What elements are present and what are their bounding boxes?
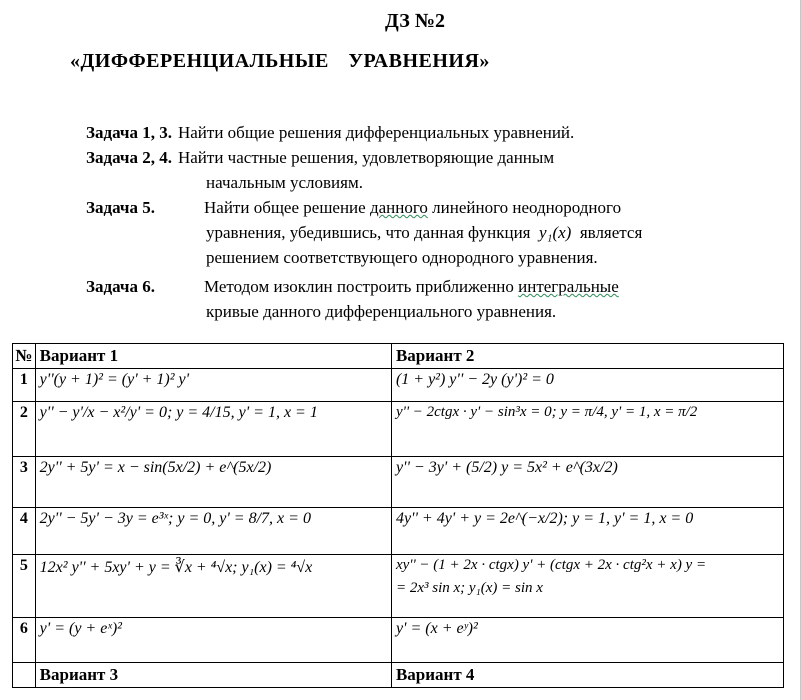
- task-text-part: является: [579, 223, 643, 242]
- task-text-continuation: решением соответствующего однородного уравнения.: [206, 248, 598, 267]
- function-symbol: y₁(x): [539, 223, 572, 242]
- task-list: [86, 120, 776, 324]
- row-num: 6: [13, 618, 36, 663]
- task-label: Задача 1, 3.: [86, 123, 172, 142]
- header-num: №: [13, 344, 36, 369]
- footer-num: [13, 663, 36, 688]
- task-text-continuation: начальным условиям.: [206, 173, 363, 192]
- task-text-part: Методом изоклин построить приближенно: [204, 277, 514, 296]
- equation-variant-1: y''(y + 1)² = (y' + 1)² y': [35, 369, 391, 402]
- equation-variant-2: y'' − 2ctgx · y' − sin³x = 0; y = π/4, y' = 1, x = π/2: [391, 402, 783, 457]
- equation-variant-1: 12x² y'' + 5xy' + y = ∛x + ⁴√x; y₁(x) = ⁴√x: [35, 555, 391, 618]
- header-variant-2: Вариант 2: [391, 344, 783, 369]
- task-text: [198, 274, 619, 299]
- row-num: 5: [13, 555, 36, 618]
- task-text: Найти общие решения дифференциальных уравнений.: [177, 123, 575, 142]
- task-text: [198, 195, 621, 220]
- page-title: ДЗ №2: [385, 10, 445, 32]
- header-variant-4: Вариант 4: [391, 663, 783, 688]
- table-row: [13, 369, 784, 402]
- spellcheck-word: интегральные: [518, 277, 619, 296]
- task-label: Задача 5.: [86, 198, 155, 217]
- equation-variant-2: [391, 555, 783, 618]
- row-num: 1: [13, 369, 36, 402]
- table-row: [13, 457, 784, 508]
- table-row: [13, 402, 784, 457]
- equation-variant-2: y' = (x + eʸ)²: [391, 618, 783, 663]
- table-row: [13, 508, 784, 555]
- task-6: [86, 274, 776, 299]
- task-text-part: линейного неоднородного: [432, 198, 622, 217]
- table-footer-row: [13, 663, 784, 688]
- equation-variant-1: 2y'' + 5y' = x − sin(5x/2) + e^(5x/2): [35, 457, 391, 508]
- equation-line: = 2x³ sin x; y₁(x) = sin x: [395, 580, 543, 596]
- row-num: 4: [13, 508, 36, 555]
- equation-variant-2: 4y'' + 4y' + y = 2e^(−x/2); y = 1, y' = 1, x = 0: [391, 508, 783, 555]
- task-text-part: Найти общее решение: [204, 198, 366, 217]
- spellcheck-word: данного: [369, 198, 428, 217]
- equation-variant-1: y'' − y'/x − x²/y' = 0; y = 4/15, y' = 1, x = 1: [35, 402, 391, 457]
- task-text-continuation: [86, 220, 776, 245]
- row-num: 2: [13, 402, 36, 457]
- header-variant-1: Вариант 1: [35, 344, 391, 369]
- page-subtitle: «ДИФФЕРЕНЦИАЛЬНЫЕ УРАВНЕНИЯ»: [70, 50, 490, 72]
- task-1-3: [86, 120, 776, 145]
- equation-variant-2: (1 + y²) y'' − 2y (y')² = 0: [391, 369, 783, 402]
- task-2-4: [86, 145, 776, 170]
- task-5: [86, 195, 776, 220]
- task-text: Найти частные решения, удовлетворяющие данным: [177, 148, 555, 167]
- row-num: 3: [13, 457, 36, 508]
- task-label: Задача 2, 4.: [86, 148, 172, 167]
- header-variant-3: Вариант 3: [35, 663, 391, 688]
- task-text-continuation: кривые данного дифференциального уравнения.: [206, 302, 557, 321]
- task-text-part: уравнения, убедившись, что данная функция: [206, 223, 531, 242]
- table-row: [13, 618, 784, 663]
- table-header-row: [13, 344, 784, 369]
- table-row: [13, 555, 784, 618]
- equation-line: xy'' − (1 + 2x · ctgx) y' + (ctgx + 2x · ctg²x + x) y =: [395, 557, 707, 573]
- task-label: Задача 6.: [86, 277, 155, 296]
- equation-variant-1: 2y'' − 5y' − 3y = e³ˣ; y = 0, y' = 8/7, x = 0: [35, 508, 391, 555]
- equation-variant-1: y' = (y + eˣ)²: [35, 618, 391, 663]
- variants-table: [12, 343, 784, 688]
- equation-variant-2: y'' − 3y' + (5/2) y = 5x² + e^(3x/2): [391, 457, 783, 508]
